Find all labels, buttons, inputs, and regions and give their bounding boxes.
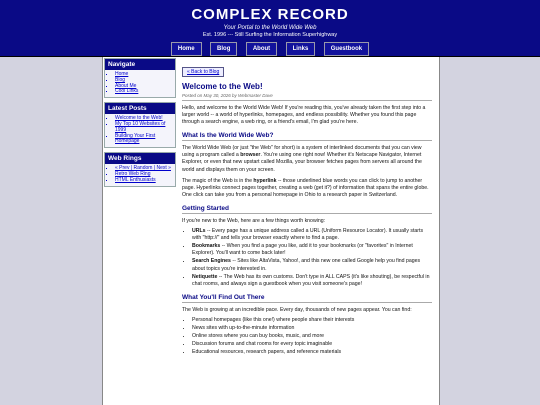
tips-list [182,228,432,288]
webring-nav-link[interactable]: ▪ « Prev | Random | Next » [115,166,175,172]
section-heading: What You'll Find Out There [182,294,432,303]
sidebar-latest-title: Latest Posts [105,103,175,114]
sidebar-link-blog[interactable]: ▪ Blog [115,78,175,84]
post-title: Welcome to the Web! [182,82,263,91]
site-tagline: Your Portal to the World Wide Web [223,25,317,31]
back-to-blog-button[interactable]: « Back to Blog [182,67,224,77]
sidebar [104,58,176,191]
nav-blog-button[interactable]: Blog [210,42,237,56]
sidebar-web-rings [104,152,176,186]
sidebar-link-home[interactable]: ▪ Home [115,72,175,78]
list-item: • News sites with up-to-the-minute information [192,325,432,332]
sidebar-navigate-title: Navigate [105,59,175,70]
intro-paragraph: Hello, and welcome to the World Wide Web! If you're reading this, you've already taken the first step into a larger world -- a world of hyperlinks, homepages, and endless possibility. Whether you found this page through a search engine, a web ring, or a friend's email, I'm glad you're here. [182,105,426,126]
sidebar-post-link[interactable]: ▪ Building Your First Homepage [115,134,175,146]
section-heading: What Is the World Wide Web? [182,132,432,141]
post-meta: Posted on May 30, 2026 by Webmaster Dave [182,93,432,101]
webring-link[interactable]: ▪ HTML Enthusiasts [115,178,175,184]
list-item: • Bookmarks -- When you find a page you like, add it to your bookmarks (or "favorites" in Internet Explorer). You'll want to come back later! [192,243,432,257]
sidebar-post-link[interactable]: ▪ My Top 10 Websites of 1999 [115,122,175,134]
nav-guestbook-button[interactable]: Guestbook [324,42,369,56]
nav-about-button[interactable]: About [246,42,277,56]
main-content [182,60,432,357]
sidebar-post-link[interactable]: ▪ Welcome to the Web! [115,116,175,122]
site-subtagline: Est. 1996 --- Still Surfing the Information Superhighway [202,32,338,38]
sidebar-navigate [104,58,176,98]
sidebar-rings-title: Web Rings [105,153,175,164]
list-item: • Discussion forums and chat rooms for every topic imaginable [192,341,432,348]
section-heading: Getting Started [182,205,432,214]
nav-links-button[interactable]: Links [286,42,316,56]
paragraph: The magic of the Web is in the hyperlink -- those underlined blue words you can click to jump to another page. Hyperlinks connect pages together, creating a web (get it?) of information that spans the entire globe. One click can take you from a personal homepage in Ohio to a research paper in Switzerland. [182,177,429,198]
paragraph: If you're new to the Web, here are a few things worth knowing: [182,217,326,224]
list-item: • Online stores where you can buy books, music, and more [192,333,432,340]
list-item: • Educational resources, research papers, and reference materials [192,349,432,356]
sidebar-link-cool-links[interactable]: ▪ Cool Links [115,89,175,95]
nav-home-button[interactable]: Home [171,42,202,56]
list-item: • Search Engines -- Sites like AltaVista, Yahoo!, and this new one called Google help you find pages about topics you're interested in. [192,258,432,272]
find-list [182,317,432,356]
webring-link[interactable]: ▪ Retro Web Ring [115,172,175,178]
sidebar-link-about[interactable]: ▪ About Me [115,84,175,90]
sidebar-latest-posts [104,102,176,148]
list-item: • Personal homepages (like this one!) where people share their interests [192,317,432,324]
site-title: COMPLEX RECORD [191,6,349,23]
list-item: • URLs -- Every page has a unique address called a URL (Uniform Resource Locator). It usually starts with "http://" and tells your browser exactly where to find a page. [192,228,432,242]
paragraph: The World Wide Web (or just "the Web" for short) is a system of interlinked documents that you can view using a program called a browser. You're using one right now! Whether it's Netscape Navigator, Internet Explorer, or even that new upstart called Mozilla, your browser fetches pages from servers all around the world and displays them on your screen. [182,145,422,173]
list-item: • Netiquette -- The Web has its own customs. Don't type in ALL CAPS (it's like shouting), be respectful in chat rooms, and always sign a guestbook when you visit someone's page! [192,274,432,288]
paragraph: The Web is growing at an incredible pace. Every day, thousands of new pages appear. You can find: [182,306,412,313]
main-nav [0,37,540,52]
